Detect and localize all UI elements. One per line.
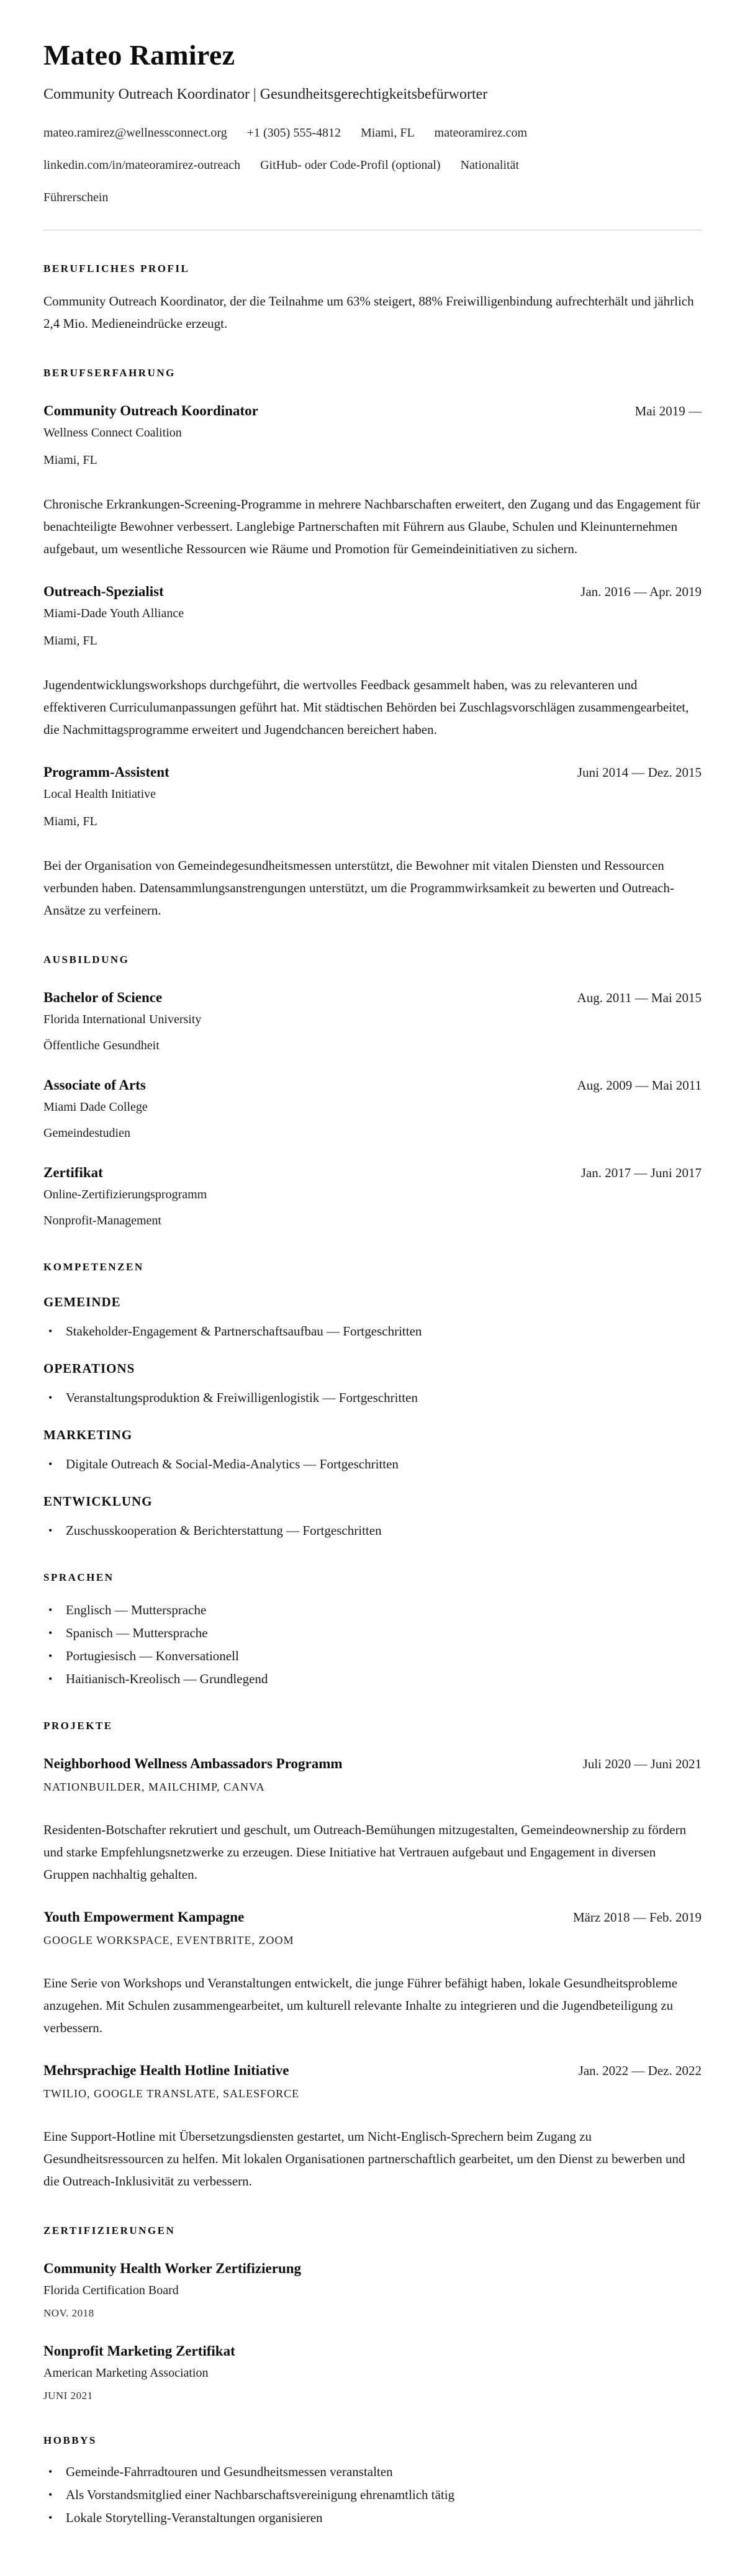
contact-row-1 bbox=[43, 124, 702, 142]
contact-website: mateoramirez.com bbox=[434, 125, 528, 140]
section-title-languages: SPRACHEN bbox=[43, 1571, 114, 1583]
project-entry bbox=[43, 1909, 702, 2039]
hobby-item: • Gemeinde-Fahrradtouren und Gesundheitsmessen veranstalten bbox=[43, 2463, 702, 2480]
resume-header bbox=[43, 40, 702, 206]
contact-drivers-license: Führerschein bbox=[43, 190, 109, 204]
section-profile bbox=[43, 263, 702, 335]
section-skills bbox=[43, 1261, 702, 1539]
section-projects bbox=[43, 1720, 702, 2192]
job-entry bbox=[43, 584, 702, 741]
skill-item: • Stakeholder-Engagement & Partnerschaftsaufbau — Fortgeschritten bbox=[43, 1322, 702, 1340]
skill-item: • Zuschusskooperation & Berichterstattung — Fortgeschritten bbox=[43, 1522, 702, 1539]
education-date: Aug. 2011 — Mai 2015 bbox=[577, 990, 702, 1005]
hobby-item: • Lokale Storytelling-Veranstaltungen organisieren bbox=[43, 2509, 702, 2526]
section-title-profile: BERUFLICHES PROFIL bbox=[43, 262, 190, 274]
section-certifications bbox=[43, 2225, 702, 2402]
page-title: Mateo Ramirez bbox=[43, 39, 235, 71]
job-company: Wellness Connect Coalition bbox=[43, 425, 182, 440]
certification-date: NOV. 2018 bbox=[43, 2307, 94, 2319]
job-location: Miami, FL bbox=[43, 814, 97, 828]
contact-info bbox=[43, 124, 702, 206]
skill-item: • Veranstaltungsproduktion & Freiwilligenlogistik — Fortgeschritten bbox=[43, 1389, 702, 1406]
skill-group bbox=[43, 1361, 702, 1406]
skill-list bbox=[43, 1455, 702, 1473]
language-list bbox=[43, 1601, 702, 1688]
job-company: Local Health Initiative bbox=[43, 787, 156, 801]
education-entry-head bbox=[43, 1077, 702, 1093]
section-experience bbox=[43, 367, 702, 921]
degree-title: Bachelor of Science bbox=[43, 989, 163, 1005]
contact-email: mateo.ramirez@wellnessconnect.org bbox=[43, 125, 227, 140]
language-item: • Spanisch — Muttersprache bbox=[43, 1624, 702, 1642]
skill-group-label: GEMEINDE bbox=[43, 1294, 121, 1309]
job-location: Miami, FL bbox=[43, 453, 97, 467]
education-date: Aug. 2009 — Mai 2011 bbox=[577, 1077, 702, 1093]
project-date: Juli 2020 — Juni 2021 bbox=[582, 1756, 702, 1771]
skill-group bbox=[43, 1295, 702, 1340]
contact-location: Miami, FL bbox=[360, 125, 415, 140]
education-institution: Online-Zertifizierungsprogramm bbox=[43, 1187, 207, 1201]
job-entry-head bbox=[43, 584, 702, 600]
section-title-hobbies: HOBBYS bbox=[43, 2434, 97, 2446]
project-description: Eine Serie von Workshops und Veranstaltungen entwickelt, die junge Führer befähigt haben, lokale Gesundheitsprobleme anzugehen. Mit Schulen zusammengearbeitet, um kulturell relevante Inhalte zu integrieren und die Jugendbeteiligung zu verbessern. bbox=[43, 1975, 678, 2035]
job-location: Miami, FL bbox=[43, 633, 97, 648]
section-title-experience: BERUFSERFAHRUNG bbox=[43, 366, 176, 379]
language-item: • Haitianisch-Kreolisch — Grundlegend bbox=[43, 1670, 702, 1688]
certification-title: Community Health Worker Zertifizierung bbox=[43, 2260, 302, 2276]
job-title: Programm-Assistent bbox=[43, 764, 169, 780]
education-institution: Florida International University bbox=[43, 1012, 202, 1026]
education-institution: Miami Dade College bbox=[43, 1100, 148, 1114]
project-entry-head bbox=[43, 1909, 702, 1925]
job-title: Outreach-Spezialist bbox=[43, 583, 164, 599]
project-description: Residenten-Botschafter rekrutiert und geschult, um Outreach-Bemühungen mitzugestalten, Gemeindeownership zu fördern und starke Empfehlungsnetzwerke zu erzeugen. Diese Initiative hat Vertrauen aufgebaut und Engagement in diversen Gruppen nachhaltig gehalten. bbox=[43, 1822, 687, 1882]
section-title-projects: PROJEKTE bbox=[43, 1719, 113, 1732]
job-date: Juni 2014 — Dez. 2015 bbox=[577, 764, 702, 780]
project-title: Mehrsprachige Health Hotline Initiative bbox=[43, 2062, 289, 2078]
education-entry-head bbox=[43, 990, 702, 1006]
hobby-item: • Als Vorstandsmitglied einer Nachbarschaftsvereinigung ehrenamtlich tätig bbox=[43, 2486, 702, 2503]
certification-organization: Florida Certification Board bbox=[43, 2283, 179, 2297]
job-description: Jugendentwicklungsworkshops durchgeführt, die wertvolles Feedback gesammelt haben, was zu relevanteren und effektiveren Curriculumanpassungen geführt hat. Mit städtischen Behörden bei Zuschlagsvorschlägen zusammengearbeitet, die Nachmittagsprogramme erweitert und Jugendchancen bereichert haben. bbox=[43, 677, 689, 737]
contact-row-2 bbox=[43, 156, 702, 174]
section-languages bbox=[43, 1571, 702, 1688]
education-entry-head bbox=[43, 1165, 702, 1181]
project-description: Eine Support-Hotline mit Übersetzungsdiensten gestartet, um Nicht-Englisch-Sprechern beim Zugang zu Gesundheitsressourcen zu helfen. Mit lokalen Organisationen partnerschaftlich gearbeitet, um den Dienst zu bewerben und die Outreach-Inklusivität zu verbessern. bbox=[43, 2128, 685, 2189]
education-field: Öffentliche Gesundheit bbox=[43, 1038, 160, 1052]
section-title-certifications: ZERTIFIZIERUNGEN bbox=[43, 2224, 176, 2236]
contact-phone: +1 (305) 555-4812 bbox=[246, 125, 341, 140]
tagline: Community Outreach Koordinator | Gesundheitsgerechtigkeitsbefürworter bbox=[43, 86, 488, 102]
contact-nationality: Nationalität bbox=[460, 158, 520, 172]
certification-organization: American Marketing Association bbox=[43, 2366, 209, 2380]
education-entry bbox=[43, 1077, 702, 1141]
job-entry-head bbox=[43, 764, 702, 780]
education-entry bbox=[43, 1165, 702, 1229]
hobby-list bbox=[43, 2463, 702, 2526]
skill-list bbox=[43, 1322, 702, 1340]
job-title: Community Outreach Koordinator bbox=[43, 402, 258, 418]
skill-list bbox=[43, 1522, 702, 1539]
skill-item: • Digitale Outreach & Social-Media-Analytics — Fortgeschritten bbox=[43, 1455, 702, 1473]
project-title: Neighborhood Wellness Ambassadors Programm bbox=[43, 1755, 343, 1771]
job-entry bbox=[43, 764, 702, 921]
certification-entry-head bbox=[43, 2343, 702, 2359]
skill-group-label: MARKETING bbox=[43, 1427, 133, 1442]
contact-linkedin: linkedin.com/in/mateoramirez-outreach bbox=[43, 158, 241, 172]
project-entry bbox=[43, 2063, 702, 2192]
certification-entry-head bbox=[43, 2261, 702, 2277]
skill-group-label: ENTWICKLUNG bbox=[43, 1493, 153, 1509]
language-item: • Portugiesisch — Konversationell bbox=[43, 1647, 702, 1665]
job-entry-head bbox=[43, 403, 702, 419]
skill-group-label: OPERATIONS bbox=[43, 1360, 135, 1376]
education-field: Gemeindestudien bbox=[43, 1126, 130, 1140]
section-hobbies bbox=[43, 2434, 702, 2526]
degree-title: Associate of Arts bbox=[43, 1077, 146, 1093]
project-entry-head bbox=[43, 2063, 702, 2079]
project-tools: NATIONBUILDER, MAILCHIMP, CANVA bbox=[43, 1780, 265, 1793]
job-description: Bei der Organisation von Gemeindegesundheitsmessen unterstützt, die Bewohner mit vitalen Diensten und Ressourcen verbunden haben. Datensammlungsanstrengungen unterstützt, um die Programmwirksamkeit zu bewerten und Outreach-Ansätze zu verfeinern. bbox=[43, 857, 674, 918]
degree-title: Zertifikat bbox=[43, 1164, 103, 1180]
job-entry bbox=[43, 403, 702, 560]
job-date: Jan. 2016 — Apr. 2019 bbox=[580, 584, 702, 599]
project-date: März 2018 — Feb. 2019 bbox=[572, 1909, 702, 1925]
contact-github: GitHub- oder Code-Profil (optional) bbox=[260, 158, 441, 172]
project-tools: GOOGLE WORKSPACE, EVENTBRITE, ZOOM bbox=[43, 1933, 294, 1946]
certification-date: JUNI 2021 bbox=[43, 2389, 93, 2402]
job-date: Mai 2019 — bbox=[634, 403, 702, 418]
section-education bbox=[43, 954, 702, 1229]
education-date: Jan. 2017 — Juni 2017 bbox=[580, 1165, 702, 1180]
project-tools: TWILIO, GOOGLE TRANSLATE, SALESFORCE bbox=[43, 2087, 300, 2100]
certification-entry bbox=[43, 2261, 702, 2320]
certification-title: Nonprofit Marketing Zertifikat bbox=[43, 2343, 235, 2359]
project-date: Jan. 2022 — Dez. 2022 bbox=[578, 2063, 702, 2078]
project-title: Youth Empowerment Kampagne bbox=[43, 1909, 245, 1925]
job-description: Chronische Erkrankungen-Screening-Programme in mehrere Nachbarschaften erweitert, den Zugang und das Engagement für benachteiligte Bewohner verbessert. Langlebige Partnerschaften mit Führern aus Glaube, Schulen und Kleinunternehmen aufgebaut, um wesentliche Ressourcen wie Räume und Promotion für Gemeindeinitiativen zu sichern. bbox=[43, 496, 700, 556]
project-entry-head bbox=[43, 1756, 702, 1772]
skill-group bbox=[43, 1494, 702, 1539]
language-item: • Englisch — Muttersprache bbox=[43, 1601, 702, 1619]
section-title-education: AUSBILDUNG bbox=[43, 953, 130, 965]
project-entry bbox=[43, 1756, 702, 1886]
profile-summary: Community Outreach Koordinator, der die Teilnahme um 63% steigert, 88% Freiwilligenbindung aufrechterhält und jährlich 2,4 Mio. Medieneindrücke erzeugt. bbox=[43, 293, 694, 331]
section-title-skills: KOMPETENZEN bbox=[43, 1260, 144, 1273]
certification-entry bbox=[43, 2343, 702, 2402]
skill-list bbox=[43, 1389, 702, 1406]
contact-row-3 bbox=[43, 189, 702, 206]
job-company: Miami-Dade Youth Alliance bbox=[43, 606, 184, 620]
education-entry bbox=[43, 990, 702, 1054]
skill-group bbox=[43, 1427, 702, 1473]
education-field: Nonprofit-Management bbox=[43, 1213, 161, 1227]
